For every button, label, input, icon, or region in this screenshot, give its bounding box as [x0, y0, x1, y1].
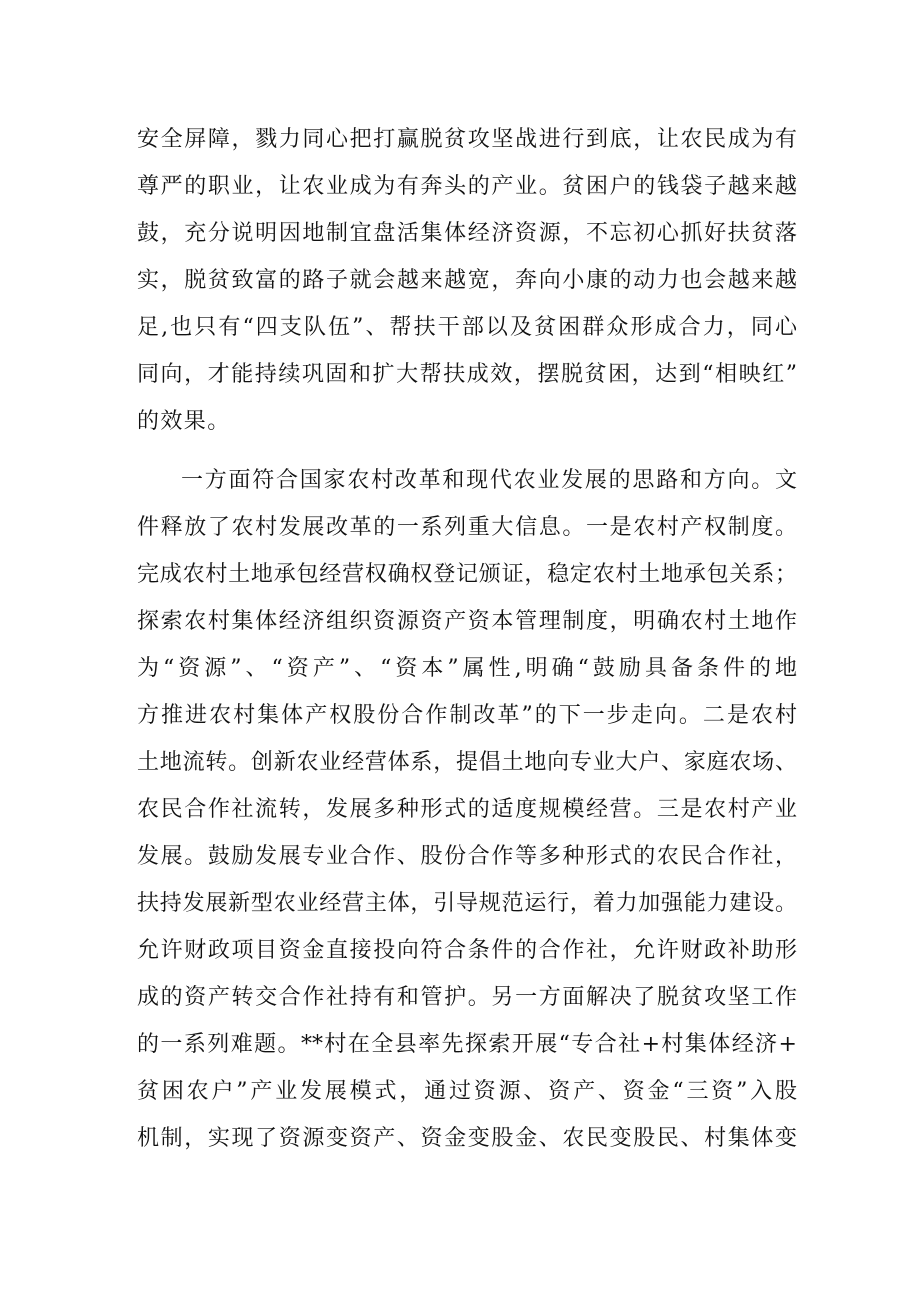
text-line: 件释放了农村发展改革的一系列重大信息。一是农村产权制度。: [137, 515, 797, 540]
text-line: 贫困农户”产业发展模式，通过资源、资产、资金“三资”入股: [137, 1079, 797, 1104]
paragraph-continuation: [137, 116, 797, 445]
text-line: 方推进农村集体产权股份合作制改革”的下一步走向。二是农村: [137, 703, 797, 728]
text-line: 实，脱贫致富的路子就会越来越宽，奔向小康的动力也会越来越: [137, 268, 797, 293]
paragraph-reform: [137, 457, 797, 1162]
text-line: 尊严的职业，让农业成为有奔头的产业。贫困户的钱袋子越来越: [137, 174, 797, 199]
text-line: 土地流转。创新农业经营体系，提倡土地向专业大户、家庭农场、: [137, 750, 797, 775]
text-line: 安全屏障，戮力同心把打赢脱贫攻坚战进行到底，让农民成为有: [137, 127, 797, 152]
text-line: 同向，才能持续巩固和扩大帮扶成效，摆脱贫困，达到“相映红”: [137, 362, 797, 387]
text-line: 一方面符合国家农村改革和现代农业发展的思路和方向。文: [181, 468, 797, 493]
text-line: 成的资产转交合作社持有和管护。另一方面解决了脱贫攻坚工作: [137, 985, 797, 1010]
text-line: 探索农村集体经济组织资源资产资本管理制度，明确农村土地作: [137, 609, 797, 634]
document-body: [137, 116, 797, 1162]
text-line: 的效果。: [137, 409, 231, 434]
text-line: 发展。鼓励发展专业合作、股份合作等多种形式的农民合作社，: [137, 844, 797, 869]
text-line: 为“资源”、“资产”、“资本”属性,明确“鼓励具备条件的地: [137, 656, 797, 681]
text-line: 机制，实现了资源变资产、资金变股金、农民变股民、村集体变: [137, 1126, 797, 1151]
paragraph-spacer: [137, 445, 797, 457]
text-line: 鼓，充分说明因地制宜盘活集体经济资源，不忘初心抓好扶贫落: [137, 221, 797, 246]
text-line: 足,也只有“四支队伍”、帮扶干部以及贫困群众形成合力，同心: [137, 315, 797, 340]
text-line: 农民合作社流转，发展多种形式的适度规模经营。三是农村产业: [137, 797, 797, 822]
text-line: 扶持发展新型农业经营主体，引导规范运行，着力加强能力建设。: [137, 891, 797, 916]
text-line: 的一系列难题。**村在全县率先探索开展“专合社+村集体经济+: [137, 1032, 797, 1057]
text-line: 完成农村土地承包经营权确权登记颁证，稳定农村土地承包关系；: [137, 562, 797, 587]
text-line: 允许财政项目资金直接投向符合条件的合作社，允许财政补助形: [137, 938, 797, 963]
